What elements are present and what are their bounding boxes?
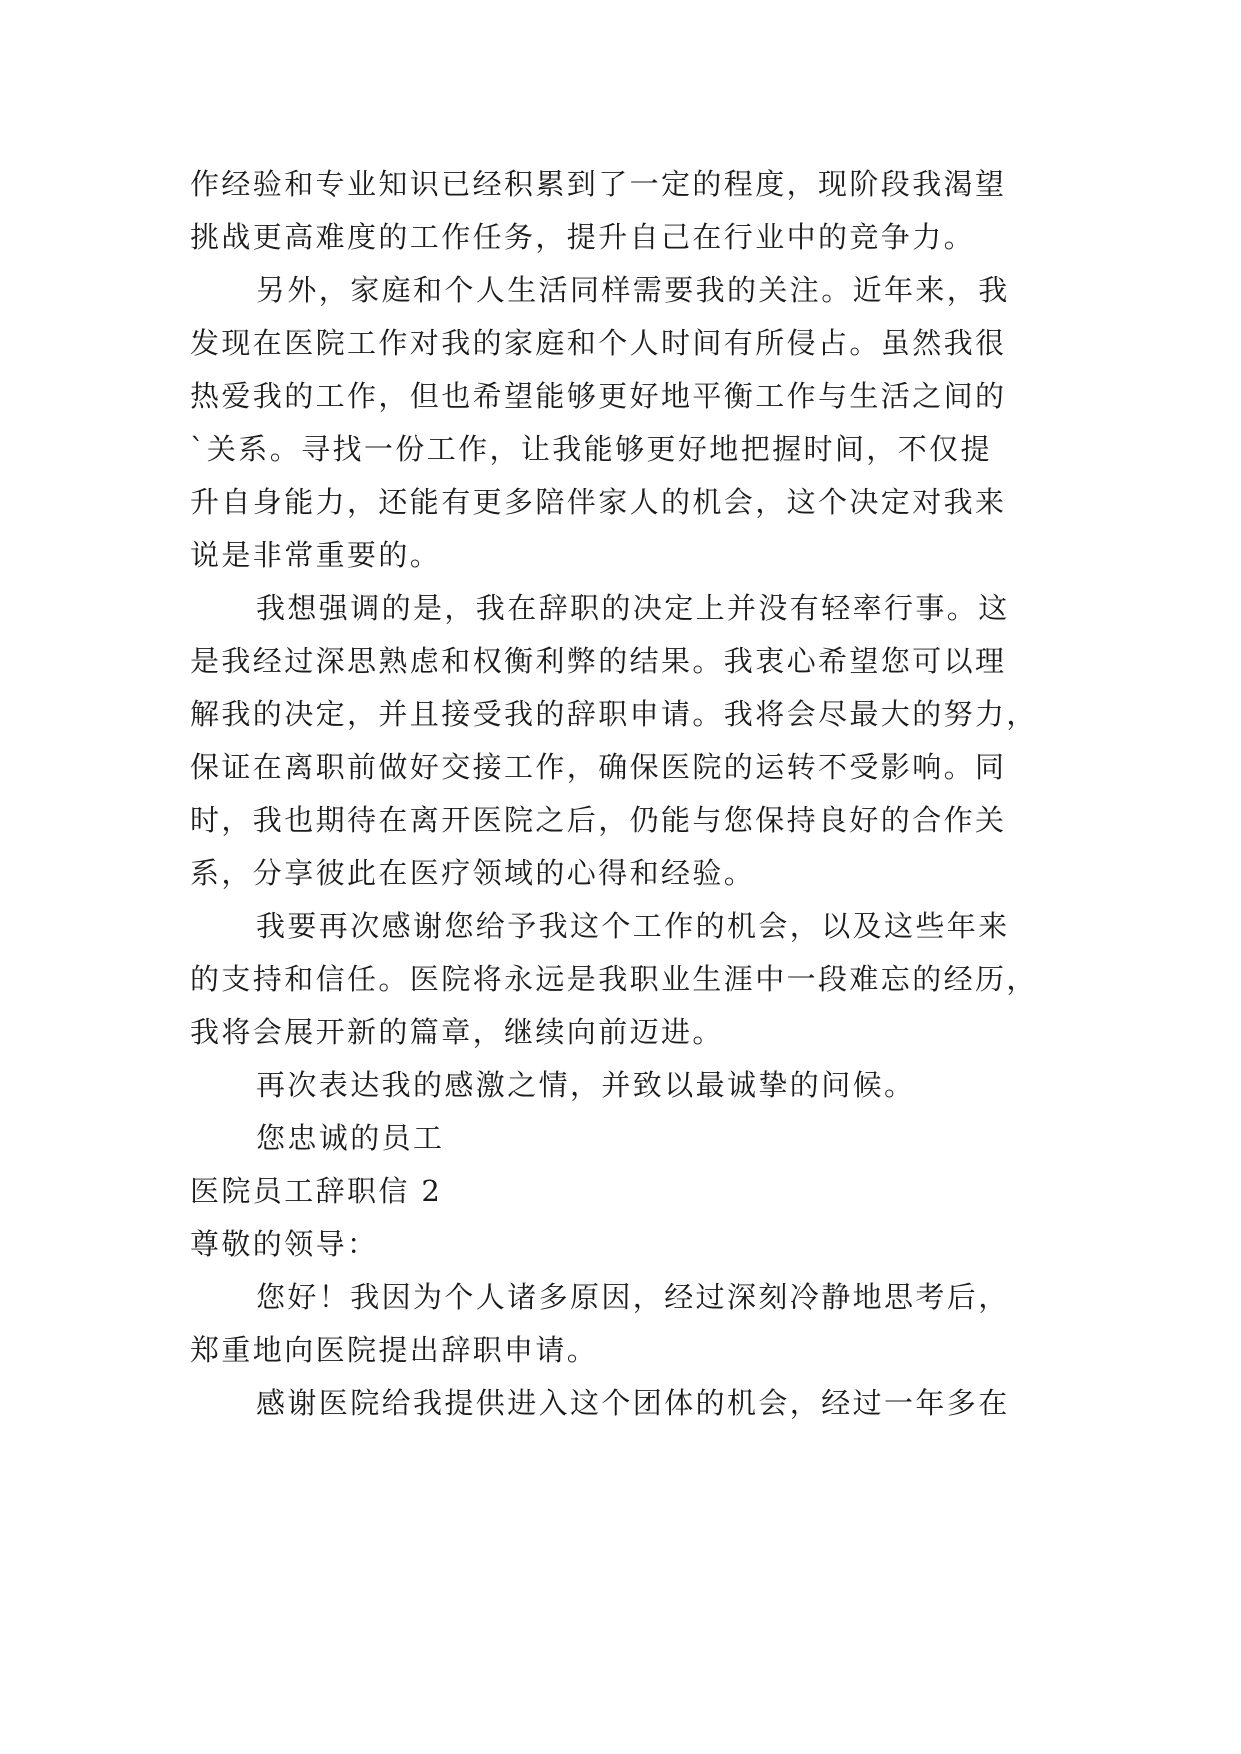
text-line-23: 郑重地向医院提出辞职申请。	[190, 1333, 599, 1367]
salutation: 尊敬的领导：	[190, 1227, 379, 1261]
text-line-3: 另外，家庭和个人生活同样需要我的关注。近年来，我	[256, 273, 1010, 307]
text-line-10: 是我经过深思熟虑和权衡利弊的结果。我衷心希望您可以理	[190, 644, 1007, 678]
text-line-15: 我要再次感谢您给予我这个工作的机会，以及这些年来	[256, 909, 1010, 943]
text-line-7: 升自身能力，还能有更多陪伴家人的机会，这个决定对我来	[190, 485, 1007, 519]
text-line-1: 作经验和专业知识已经积累到了一定的程度，现阶段我渴望	[190, 167, 1007, 201]
text-line-13: 时，我也期待在离开医院之后，仍能与您保持良好的合作关	[190, 803, 1007, 837]
letter-2-title: 医院员工辞职信 2	[190, 1174, 443, 1208]
text-line-9: 我想强调的是，我在辞职的决定上并没有轻率行事。这	[256, 591, 1010, 625]
text-line-16: 的支持和信任。医院将永远是我职业生涯中一段难忘的经历，	[190, 962, 1038, 996]
text-line-2: 挑战更高难度的工作任务，提升自己在行业中的竞争力。	[190, 220, 976, 254]
text-line-6: `关系。寻找一份工作，让我能够更好地把握时间，不仅提	[190, 432, 992, 466]
text-line-11: 解我的决定，并且接受我的辞职申请。我将会尽最大的努力，	[190, 697, 1038, 731]
text-line-4: 发现在医院工作对我的家庭和个人时间有所侵占。虽然我很	[190, 326, 1007, 360]
text-line-24: 感谢医院给我提供进入这个团体的机会，经过一年多在	[256, 1386, 1010, 1420]
letter-body	[190, 158, 1070, 1430]
text-line-12: 保证在离职前做好交接工作，确保医院的运转不受影响。同	[190, 750, 1007, 784]
text-line-8: 说是非常重要的。	[190, 538, 442, 572]
signature-line: 您忠诚的员工	[256, 1121, 445, 1155]
text-line-22: 您好！我因为个人诸多原因，经过深刻冷静地思考后，	[256, 1280, 1010, 1314]
text-line-18: 再次表达我的感激之情，并致以最诚挚的问候。	[256, 1068, 916, 1102]
text-line-14: 系，分享彼此在医疗领域的心得和经验。	[190, 856, 756, 890]
text-line-17: 我将会展开新的篇章，继续向前迈进。	[190, 1015, 724, 1049]
text-line-5: 热爱我的工作，但也希望能够更好地平衡工作与生活之间的	[190, 379, 1007, 413]
